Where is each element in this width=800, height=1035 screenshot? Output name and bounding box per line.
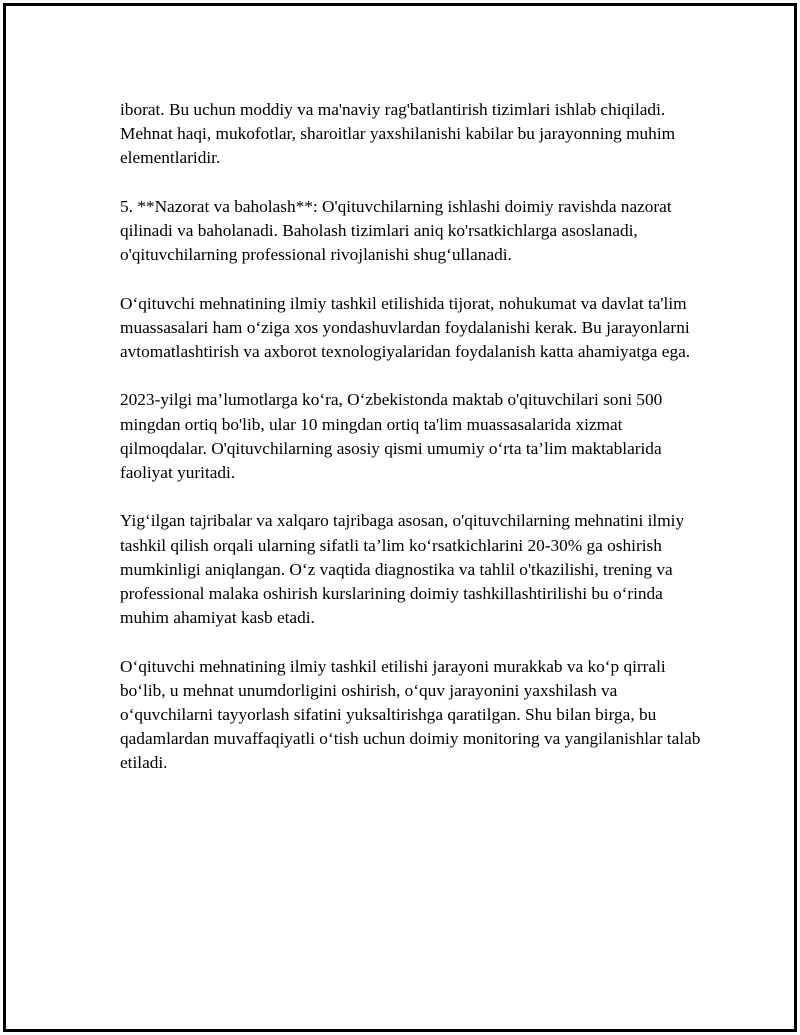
paragraph-experience: Yig‘ilgan tajribalar va xalqaro tajribaga asosan, o'qituvchilarning mehnatini ilmiy tashkil qilish orqali ularning sifatli ta’lim ko‘rsatkichlarini 20-30% ga oshirish mumkinligi aniqlangan. O‘z vaqtida diagnostika va tahlil o'tkazilishi, trening va professional malaka oshirish kurslarining doimiy tashkillashtirilishi bu o‘rinda muhim ahamiyat kasb etadi. xyxy=(120,511,685,628)
paragraph-incentives: iborat. Bu uchun moddiy va ma'naviy rag'batlantirish tizimlari ishlab chiqiladi. Mehnat haqi, mukofotlar, sharoitlar yaxshilanishi kabilar bu jarayonning muhim elementlaridir. xyxy=(120,100,676,168)
page-frame xyxy=(3,3,797,1032)
paragraph-statistics-2023: 2023-yilgi ma’lumotlarga ko‘ra, O‘zbekistonda maktab o'qituvchilari soni 500 mingdan ortiq bo'lib, ular 10 mingdan ortiq ta'lim muassasalarida xizmat qilmoqdalar. O'qituvchilarning asosiy qismi umumiy o‘rta ta’lim maktablarida faoliyat yuritadi. xyxy=(120,390,663,482)
document-body xyxy=(120,98,710,800)
paragraph-institutions: O‘qituvchi mehnatining ilmiy tashkil etilishida tijorat, nohukumat va davlat ta'lim muassasalari ham o‘ziga xos yondashuvlardan foydalanishi kerak. Bu jarayonlarni avtomatlashtirish va axborot texnologiyalaridan foydalanish katta ahamiyatga ega. xyxy=(120,293,691,361)
paragraph-conclusion: O‘qituvchi mehnatining ilmiy tashkil etilishi jarayoni murakkab va ko‘p qirrali bo‘lib, u mehnat unumdorligini oshirish, o‘quv jarayonini yaxshilash va o‘quvchilarni tayyorlash sifatini yuksaltirishga qaratilgan. Shu bilan birga, bu qadamlardan muvaffaqiyatli o‘tish uchun doimiy monitoring va yangilanishlar talab etiladi. xyxy=(120,656,701,773)
paragraph-monitoring-evaluation: 5. **Nazorat va baholash**: O'qituvchilarning ishlashi doimiy ravishda nazorat qilinadi va baholanadi. Baholash tizimlari aniq ko'rsatkichlarga asoslanadi, o'qituvchilarning professional rivojlanishi shug‘ullanadi. xyxy=(120,196,672,265)
